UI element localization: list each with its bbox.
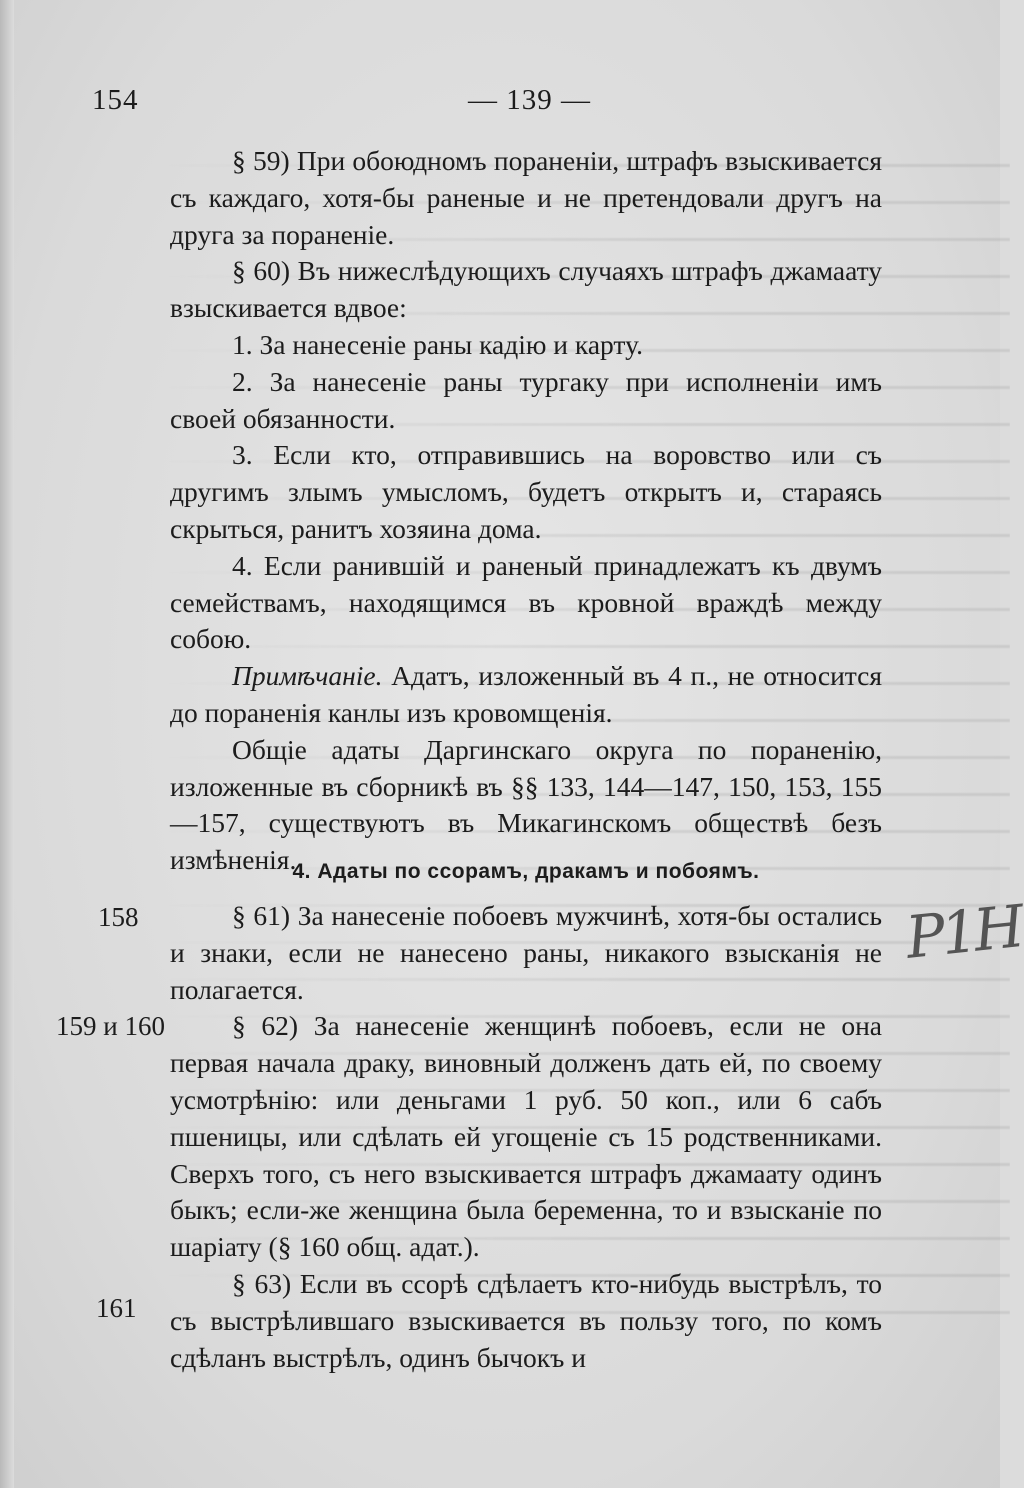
list-item-3: 3. Если кто, отправившись на воровство или съ другимъ злымъ умысломъ, будетъ открытъ и, стараясь скрыться, ранитъ хозяина дома.	[170, 439, 882, 544]
paragraph-59: § 59) При обоюдномъ пораненіи, штрафъ взыскивается съ каждаго, хотя-бы раненые и не претендовали другъ на друга за пораненіе.	[170, 145, 882, 250]
page-gutter-shadow	[0, 0, 14, 1488]
section-title: 4. Адаты по ссорамъ, дракамъ и побоямъ.	[292, 860, 760, 883]
paragraph-62: § 62) За нанесеніе женщинѣ побоевъ, если не она первая начала драку, виновный долженъ дать ей, по своему усмотрѣнію: или деньгами 1 руб. 50 коп., или 6 сабъ пшеницы, или сдѣлать ей угощеніе съ 15 родственниками. Сверхъ того, съ него взыскивается штрафъ джамаату одинъ быкъ; если-же женщина была беременна, то и взысканіе по шаріату (§ 160 общ. адат.).	[170, 1010, 882, 1263]
text-block-top	[170, 143, 882, 879]
text-block-section	[170, 898, 882, 1376]
paragraph-63: § 63) Если въ ссорѣ сдѣлаетъ кто-нибудь выстрѣлъ, то съ выстрѣлившаго взыскивается въ пользу того, по комъ сдѣланъ выстрѣлъ, одинъ бычокъ и	[170, 1267, 882, 1373]
margin-number-158: 158	[98, 902, 139, 932]
note-text: Адатъ, изложенный въ 4 п., не относится до пораненія канлы изъ кровомщенія.	[170, 660, 882, 728]
margin-number-159-160: 159 и 160	[56, 1011, 165, 1041]
page-number: — 139 —	[468, 84, 591, 116]
list-item-1: 1. За нанесеніе раны кадію и карту.	[232, 328, 643, 360]
list-item-4: 4. Если ранившій и раненый принадлежатъ къ двумъ семействамъ, находящимся въ кровной враждѣ между собою.	[170, 549, 882, 655]
source-page-number: 154	[92, 84, 139, 116]
handwritten-annotation: Р1Н	[902, 892, 1024, 972]
margin-number-161: 161	[96, 1293, 137, 1323]
note-paragraph	[170, 658, 882, 732]
paragraph-60: § 60) Въ нижеслѣдующихъ случаяхъ штрафъ джамаату взыскивается вдвое:	[170, 255, 882, 324]
paragraph-general-adats: Общіе адаты Даргинскаго округа по пораненію, изложенные въ сборникѣ въ §§ 133, 144—147, 150, 153, 155—157, существуютъ въ Микагинскомъ обществѣ безъ измѣненія.	[170, 733, 882, 876]
note-label: Примѣчаніе.	[232, 660, 383, 692]
paragraph-61: § 61) За нанесеніе побоевъ мужчинѣ, хотя-бы остались и знаки, если не нанесено раны, никакого взысканія не полагается.	[170, 900, 882, 1005]
list-item-2: 2. За нанесеніе раны тургаку при исполненіи имъ своей обязанности.	[170, 365, 882, 434]
